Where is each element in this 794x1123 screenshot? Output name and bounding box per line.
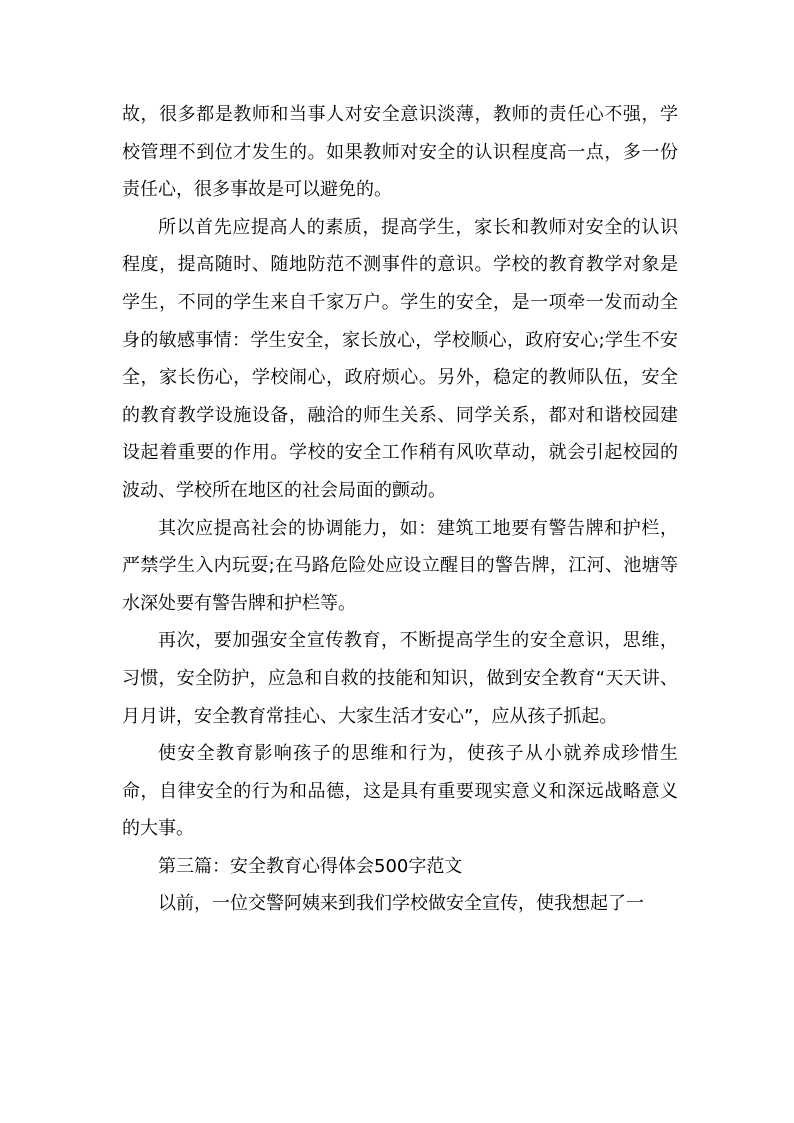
paragraph-final: 以前，一位交警阿姨来到我们学校做安全宣传，使我想起了一 xyxy=(158,893,644,915)
paragraph-education: 再次，要加强安全宣传教育，不断提高学生的安全意识，思维，习惯，安全防护，应急和自救的技能和知识，做到安全教育“天天讲、月月讲，安全教育常挂心、大家生活才安心”，应从孩子抓起。 xyxy=(122,630,678,727)
section-heading: 第三篇：安全教育心得体会500字范文 xyxy=(158,855,463,877)
paragraph-continuation: 故，很多都是教师和当事人对安全意识淡薄，教师的责任心不强，学校管理不到位才发生的。如果教师对安全的认识程度高一点，多一份责任心，很多事故是可以避免的。 xyxy=(122,104,678,201)
document-page xyxy=(122,96,678,923)
paragraph-influence: 使安全教育影响孩子的思维和行为，使孩子从小就养成珍惜生命，自律安全的行为和品德，这是具有重要现实意义和深远战略意义的大事。 xyxy=(122,743,678,840)
paragraph-society: 其次应提高社会的协调能力，如：建筑工地要有警告牌和护栏，严禁学生入内玩耍;在马路危险处应设立醒目的警告牌，江河、池塘等水深处要有警告牌和护栏等。 xyxy=(122,517,678,614)
paragraph-awareness: 所以首先应提高人的素质，提高学生，家长和教师对安全的认识程度，提高随时、随地防范不测事件的意识。学校的教育教学对象是学生，不同的学生来自千家万户。学生的安全，是一项牵一发而动全身的敏感事情：学生安全，家长放心，学校顺心，政府安心;学生不安全，家长伤心，学校闹心，政府烦心。另外，稳定的教师队伍，安全的教育教学设施设备，融洽的师生关系、同学关系，都对和谐校园建设起着重要的作用。学校的安全工作稍有风吹草动，就会引起校园的波动、学校所在地区的社会局面的颤动。 xyxy=(122,216,678,501)
